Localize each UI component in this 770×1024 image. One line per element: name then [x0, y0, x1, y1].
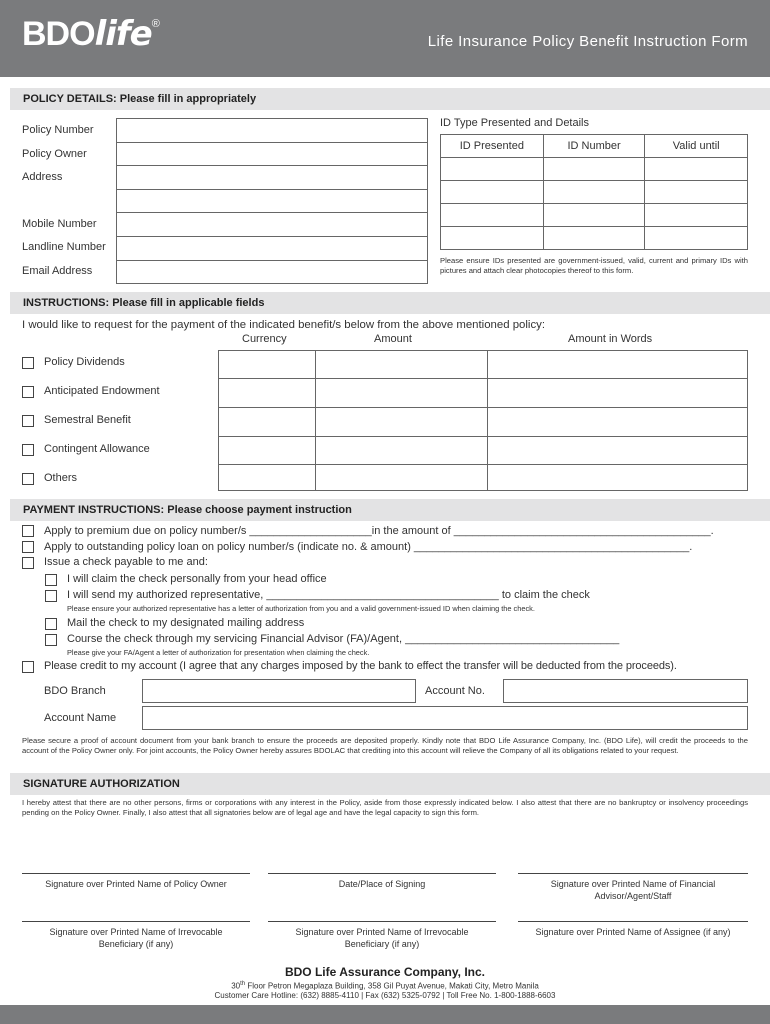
bdo-branch-input[interactable]: [142, 679, 416, 703]
amount-inputs[interactable]: [316, 351, 487, 490]
date-place-label: Date/Place of Signing: [338, 879, 426, 889]
financial-advisor-checkbox[interactable]: [45, 634, 57, 646]
date-place-line[interactable]: [268, 873, 496, 874]
landline-number-label: Landline Number: [22, 241, 106, 253]
mobile-number-input[interactable]: [116, 212, 428, 236]
assignee-signature-line[interactable]: [518, 921, 748, 922]
mail-check-label: Mail the check to my designated mailing address: [67, 617, 305, 629]
table-row: [441, 227, 748, 250]
landline-number-input[interactable]: [116, 236, 428, 260]
form-title: Life Insurance Policy Benefit Instruction Form: [427, 33, 748, 50]
account-name-label: Account Name: [44, 712, 117, 724]
address-input-line2[interactable]: [116, 189, 428, 212]
amount-header: Amount: [374, 333, 412, 345]
policy-owner-label: Policy Owner: [22, 148, 87, 160]
id-table: [440, 134, 748, 250]
instructions-heading: INSTRUCTIONS: Please fill in applicable fields: [10, 292, 770, 314]
address-input-line1[interactable]: [116, 165, 428, 189]
id-cell[interactable]: [441, 181, 544, 204]
id-cell[interactable]: [543, 227, 645, 250]
currency-header: Currency: [242, 333, 287, 345]
benefit-amount-grid: [218, 350, 748, 491]
claim-personally-checkbox[interactable]: [45, 574, 57, 586]
col-valid-until: Valid until: [645, 135, 748, 158]
contingent-allowance-label: Contingent Allowance: [44, 443, 150, 455]
id-cell[interactable]: [645, 181, 748, 204]
policy-number-label: Policy Number: [22, 124, 94, 136]
claim-personally-label: I will claim the check personally from your head office: [67, 573, 327, 585]
id-note: Please ensure IDs presented are government-issued, valid, current and primary IDs with pictures and attach clear photocopies thereof to this form.: [440, 256, 748, 276]
id-cell[interactable]: [645, 227, 748, 250]
attestation-text: I hereby attest that there are no other persons, firms or corporations with any interest in the Policy, aside from those expressly indicated below. I also attest that there are no bankruptcy or insolvency proceedings pending on the Policy Owner. Finally, I also attest that all signatories below are of legal age and have the legal capacity to sign this form.: [22, 798, 748, 818]
mail-check-checkbox[interactable]: [45, 618, 57, 630]
id-cell[interactable]: [441, 227, 544, 250]
apply-loan-label: Apply to outstanding policy loan on policy number/s (indicate no. & amount) _____________________________________________.: [44, 541, 693, 553]
id-cell[interactable]: [441, 204, 544, 227]
beneficiary2-signature-line[interactable]: [268, 921, 496, 922]
currency-inputs[interactable]: [219, 351, 315, 490]
col-id-number: ID Number: [543, 135, 645, 158]
policy-owner-signature-label: Signature over Printed Name of Policy Owner: [45, 879, 227, 889]
policy-dividends-label: Policy Dividends: [44, 356, 125, 368]
policy-owner-signature-line[interactable]: [22, 873, 250, 874]
mobile-number-label: Mobile Number: [22, 218, 97, 230]
semestral-benefit-label: Semestral Benefit: [44, 414, 131, 426]
contingent-allowance-checkbox[interactable]: [22, 444, 34, 456]
authorized-rep-note: Please ensure your authorized representative has a letter of authorization from you and a valid government-issued ID when claiming the check.: [67, 604, 535, 613]
id-cell[interactable]: [543, 158, 645, 181]
footer-address: 30th Floor Petron Megaplaza Building, 358 Gil Puyat Avenue, Makati City, Metro Manila: [231, 981, 539, 991]
id-section-title: ID Type Presented and Details: [440, 117, 589, 129]
account-name-input[interactable]: [142, 706, 748, 730]
semestral-benefit-checkbox[interactable]: [22, 415, 34, 427]
beneficiary2-signature-label: Signature over Printed Name of Irrevocable Beneficiary (if any): [295, 927, 469, 950]
table-row: [441, 181, 748, 204]
others-label: Others: [44, 472, 78, 484]
financial-advisor-label: Course the check through my servicing Financial Advisor (FA)/Agent, ___________________________________: [67, 633, 620, 645]
id-cell[interactable]: [441, 158, 544, 181]
id-cell[interactable]: [645, 204, 748, 227]
amount-in-words-inputs[interactable]: [488, 351, 747, 490]
amount-in-words-header: Amount in Words: [568, 333, 653, 345]
id-table-header: [441, 135, 748, 158]
bdo-branch-label: BDO Branch: [44, 685, 106, 697]
beneficiary1-signature-line[interactable]: [22, 921, 250, 922]
email-address-input[interactable]: [116, 260, 428, 284]
email-address-label: Email Address: [22, 265, 93, 277]
policy-dividends-checkbox[interactable]: [22, 357, 34, 369]
payment-instructions-heading: PAYMENT INSTRUCTIONS: Please choose payment instruction: [10, 499, 770, 521]
advisor-signature-line[interactable]: [518, 873, 748, 874]
footer-bar: [0, 1005, 770, 1024]
anticipated-endowment-label: Anticipated Endowment: [44, 385, 160, 397]
bdo-life-logo: BDOlife®: [22, 14, 159, 54]
policy-owner-input[interactable]: [116, 142, 428, 165]
table-row: [441, 158, 748, 181]
id-cell[interactable]: [543, 204, 645, 227]
issue-check-checkbox[interactable]: [22, 557, 34, 569]
footer-contact: Customer Care Hotline: (632) 8885-4110 | Fax (632) 5325-0792 | Toll Free No. 1-800-1888-6603: [214, 991, 556, 1000]
apply-loan-checkbox[interactable]: [22, 541, 34, 553]
instructions-intro: I would like to request for the payment of the indicated benefit/s below from the above mentioned policy:: [22, 319, 546, 331]
authorized-rep-checkbox[interactable]: [45, 590, 57, 602]
table-row: [441, 204, 748, 227]
footer-company: BDO Life Assurance Company, Inc.: [284, 965, 486, 979]
address-label: Address: [22, 171, 63, 183]
signature-heading: SIGNATURE AUTHORIZATION: [10, 773, 770, 795]
account-note: Please secure a proof of account document from your bank branch to ensure the proceeds are deposited properly. Kindly note that BDO Life Assurance Company, Inc. (BDO Life), will credit the proceeds to the account of the Policy Owner only. For joint accounts, the Policy Owner hereby assures BDOLAC that crediting into this account will relieve the Company of all its obligations related to your request.: [22, 736, 748, 756]
advisor-signature-label: Signature over Printed Name of Financial Advisor/Agent/Staff: [550, 879, 716, 902]
others-checkbox[interactable]: [22, 473, 34, 485]
id-cell[interactable]: [645, 158, 748, 181]
policy-number-input[interactable]: [116, 118, 428, 142]
account-no-input[interactable]: [503, 679, 748, 703]
credit-account-checkbox[interactable]: [22, 661, 34, 673]
authorized-rep-label: I will send my authorized representative, ______________________________________ to claim the check: [67, 589, 590, 601]
beneficiary1-signature-label: Signature over Printed Name of Irrevocable Beneficiary (if any): [49, 927, 223, 950]
issue-check-label: Issue a check payable to me and:: [44, 556, 208, 568]
apply-premium-label: Apply to premium due on policy number/s ____________________in the amount of __________________________________________.: [44, 525, 714, 537]
id-cell[interactable]: [543, 181, 645, 204]
financial-advisor-note: Please give your FA/Agent a letter of authorization for presentation when claiming the check.: [67, 648, 370, 657]
assignee-signature-label: Signature over Printed Name of Assignee (if any): [535, 927, 731, 937]
account-no-label: Account No.: [425, 685, 485, 697]
apply-premium-checkbox[interactable]: [22, 525, 34, 537]
credit-account-label: Please credit to my account (I agree that any charges imposed by the bank to effect the transfer will be deducted from the proceeds).: [44, 660, 677, 672]
policy-details-heading: POLICY DETAILS: Please fill in appropriately: [10, 88, 770, 110]
anticipated-endowment-checkbox[interactable]: [22, 386, 34, 398]
col-id-presented: ID Presented: [441, 135, 544, 158]
